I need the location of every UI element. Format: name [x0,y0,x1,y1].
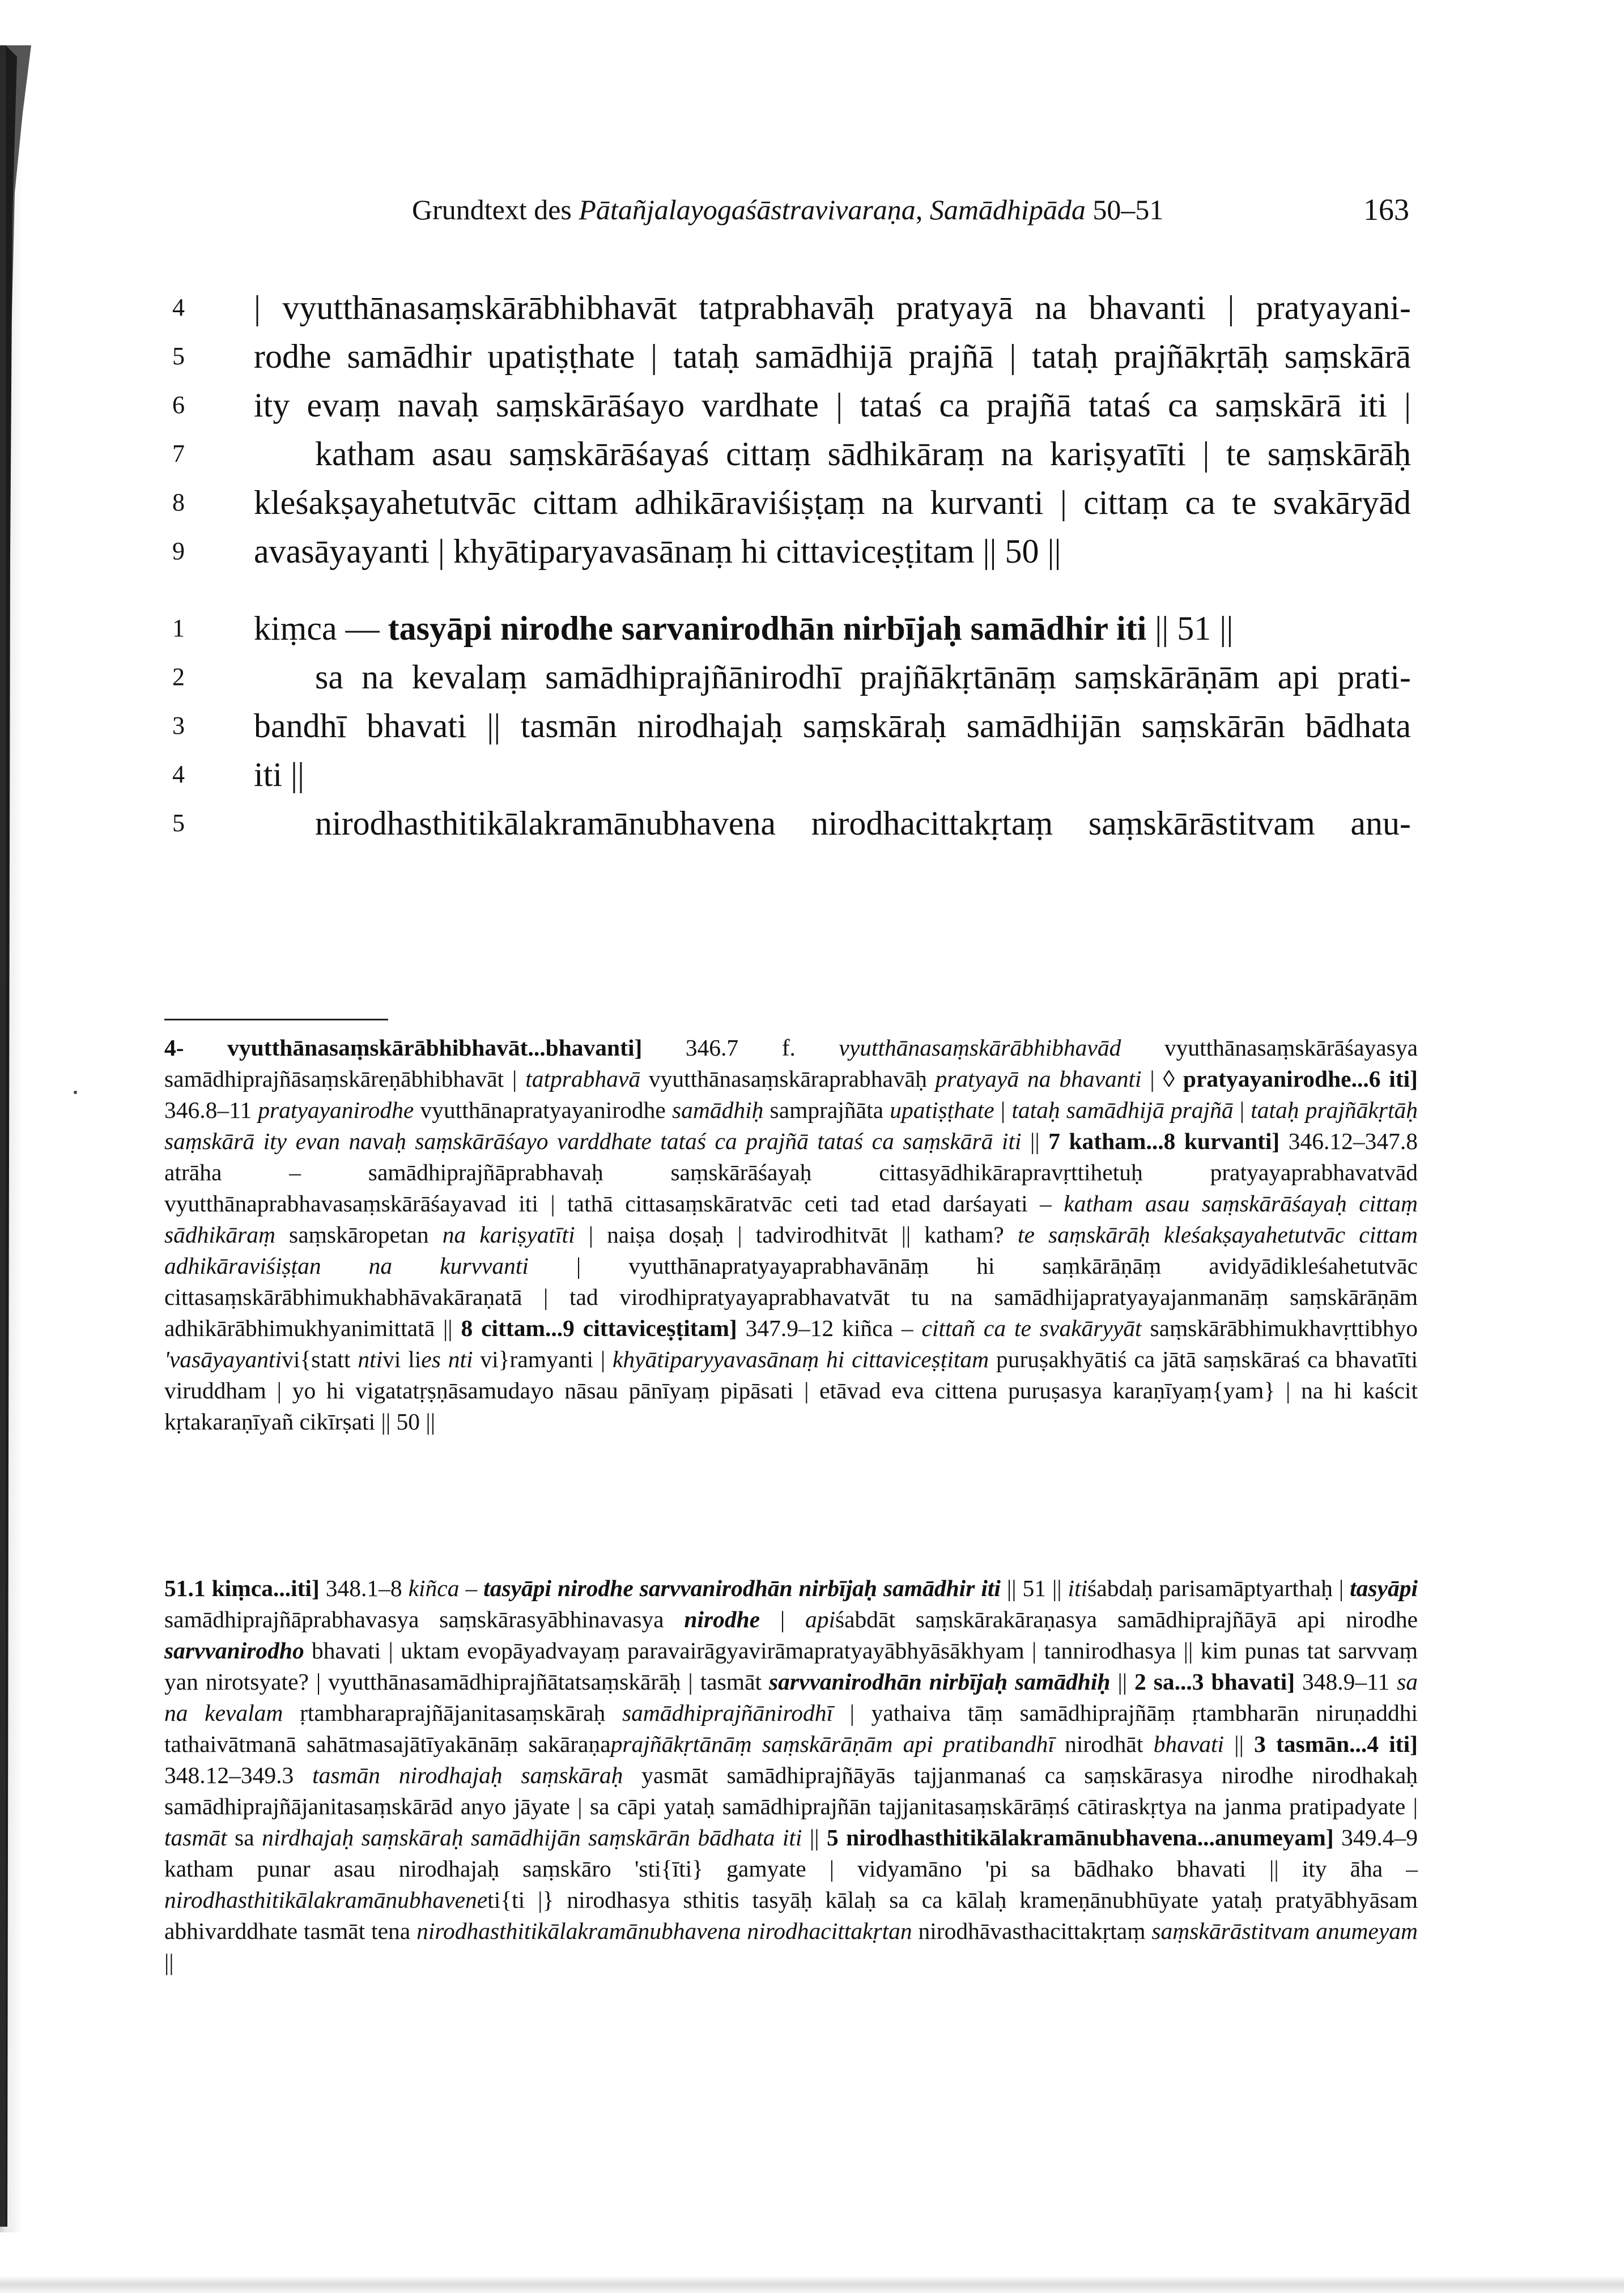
text-line [0,701,1624,750]
note-lemma: 51.1 kiṃca...iti] [164,1575,320,1601]
line-number: 3 [172,712,185,739]
note-text: 347.9–12 kiñca – [737,1315,922,1341]
sutra-text: kiṃca — tasyāpi nirodhe sarvanirodhān nirbījaḥ samādhir iti || 51 || [254,610,1234,647]
line-text: sa na kevalaṃ samādhiprajñānirodhī prajñākṛtānāṃ saṃskārāṇām api prati- [315,658,1411,696]
running-header [412,187,1409,232]
note-text: puruṣakhyātiś ca jātā saṃskāraś ca bhavatīti viruddham | yo hi vigatatṛṣṇāsamudayo nāsau pānīyaṃ pipāsati | etāvad eva cittena puruṣasya karaṇīyaṃ{yam} | na hi kaścit kṛtakaraṇīyañ cikīrṣati || 50 || [164,1346,1418,1435]
note-text: 346.8–11 [164,1097,258,1123]
note-text: 348.12–349.3 [164,1762,313,1788]
note-quotation: pratyayanirodhe [258,1097,414,1123]
apparatus-note-50 [164,1032,1418,1437]
line-text: katham asau saṃskārāśayaś cittaṃ sādhikāraṃ na kariṣyatīti | te saṃskārāḥ [315,435,1411,473]
note-text: vyutthānasaṃskārāśayasya samādhiprajñāsaṃskāreṇābhibhavāt | [164,1035,1418,1092]
note-text: nirodhāt [1054,1731,1154,1757]
note-quotation: tataḥ samādhijā prajñā [1011,1097,1234,1123]
note-text: | yathaiva tāṃ samādhiprajñāṃ ṛtambharān niruṇaddhi tathaivātmanā sahātmasajātīyakānāṃ sakāraṇa [164,1700,1418,1757]
line-number: 7 [172,440,185,467]
note-text: vi li [382,1346,422,1372]
line-text: ity evaṃ navaḥ saṃskārāśayo vardhate | tataś ca prajñā tataś ca saṃskārā iti | [254,386,1411,424]
note-text: vyutthānapratyayanirodhe [414,1097,672,1123]
text-line [0,750,1624,799]
line-number: 5 [172,809,185,837]
note-quotation: tatprabhavā [525,1066,641,1092]
sutra-line [0,604,1624,653]
line-number: 4 [172,293,185,321]
note-quoted-sutra: tasyāpi nirodhe sarvvanirodhān nirbījaḥ samādhir iti [483,1575,1001,1601]
note-quotation: nirodhasthitikālakramānubhavena nirodhacittakṛtan [416,1918,912,1944]
scan-speck [74,1091,77,1094]
note-quotation: samādhiprajñānirodhī [622,1700,833,1726]
note-quotation: samādhiḥ [671,1097,764,1123]
line-number: 2 [172,663,185,691]
note-text: 346.12–347.8 atrāha – samādhiprajñāprabhavaḥ saṃskārāśayaḥ cittasyādhikārapravṛttihetuḥ pratyayaprabhavatvād vyutthānaprabhavasaṃskārāśayavad iti | tathā cittasaṃskāratvāc ceti tad etad darśayati – [164,1128,1418,1216]
note-lemma: pratyayanirodhe...6 iti] [1183,1066,1418,1092]
note-quotation: nirodhasthitikālakramānubhavene [164,1887,488,1913]
note-quotation: tasmān nirodhajaḥ saṃskāraḥ [312,1762,623,1788]
note-text: saṃskārābhimukhavṛttibhyo [1141,1315,1418,1341]
line-number: 9 [172,537,185,565]
note-text: samprajñāta [763,1097,890,1123]
footnote-separator [164,1019,388,1020]
note-quotation: api [805,1606,835,1632]
line-text: avasāyayanti | khyātiparyavasānaṃ hi cittaviceṣṭitam || 50 || [254,533,1061,570]
text-line [0,653,1624,701]
note-lemma: 7 katham...8 kurvanti] [1048,1128,1280,1154]
note-text: ṛtambharaprajñājanitasaṃskāraḥ [283,1700,622,1726]
note-lemma: 4- vyutthānasaṃskārābhibhavāt...bhavanti] [164,1035,643,1061]
line-number: 6 [172,391,185,419]
header-title: Grundtext des Pātañjalayogaśāstravivaraṇa, Samādhipāda 50–51 [412,194,1164,226]
line-text: | vyutthānasaṃskārābhibhavāt tatprabhavāḥ pratyayā na bhavanti | pratyayani- [254,289,1411,326]
note-text: || [1224,1731,1255,1757]
note-quotation: nirdhajaḥ saṃskāraḥ samādhijān saṃskārān bādhata iti [262,1824,802,1850]
note-quotation: na kariṣyatīti [442,1222,575,1248]
note-text: śabdaḥ parisamāptyarthaḥ | [1087,1575,1350,1601]
header-section: Samādhipāda [929,194,1086,226]
note-text: 348.1–8 [319,1575,409,1601]
note-lemma: 2 sa...3 bhavati] [1134,1669,1295,1695]
note-text: vi{statt [282,1346,358,1372]
note-text: 348.9–11 [1295,1669,1397,1695]
note-quotation: sa na kevalam [164,1669,1418,1726]
note-text: | [994,1097,1012,1123]
note-text: yasmāt samādhiprajñāyās tajjanmanaś ca saṃskārasya nirodhe nirodhakaḥ samādhiprajñājanitasaṃskārād anyo jāyate | sa cāpi yataḥ samādhiprajñān tajjanitasaṃskārāṃś cātiraskṛtya na janma pratipadyate | [164,1762,1418,1819]
note-text: | [1233,1097,1251,1123]
line-number: 1 [172,614,185,642]
apparatus-note-51 [164,1573,1418,1978]
note-quotation: bhavati [1153,1731,1225,1757]
line-text: kleśakṣayahetutvāc cittam adhikāraviśiṣṭaṃ na kurvanti | cittaṃ ca te svakāryād [254,484,1411,521]
note-text: || [164,1949,174,1975]
note-lemma: 3 tasmān...4 iti] [1254,1731,1418,1757]
note-quoted-sutra: tasyāpi [1350,1575,1418,1601]
note-quoted-sutra: sarvvanirodho [164,1637,304,1664]
line-number: 5 [172,342,185,370]
note-quotation: tataḥ prajñākṛtāḥ saṃskārā ity evan navaḥ saṃskārāśayo varddhate tataś ca prajñā tataś ca saṃskārā iti [164,1097,1418,1154]
note-quotation: es nti [421,1346,473,1372]
note-quoted-sutra: nirodhe [684,1606,760,1632]
line-text: nirodhasthitikālakramānubhavena nirodhacittakṛtaṃ saṃskārāstitvam anu- [315,805,1411,842]
text-line [0,478,1624,527]
note-quoted-sutra: sarvvanirodhān nirbījaḥ samādhiḥ [768,1669,1111,1695]
text-line [0,283,1624,332]
text-line [0,799,1624,848]
note-text: || [1110,1669,1135,1695]
note-text: saṃskāropetan [275,1222,443,1248]
note-text: | naiṣa doṣaḥ | tadvirodhitvāt || katham? [575,1222,1018,1248]
note-lemma: 8 cittam...9 cittaviceṣṭitam] [461,1315,737,1341]
text-line [0,381,1624,429]
line-text: iti || [254,756,305,793]
note-text: 349.4–9 katham punar asau nirodhajaḥ saṃskāro 'sti{īti} gamyate | vidyamāno 'pi sa bādhako bhavati || ity āha – [164,1824,1418,1882]
note-text: śabdāt saṃskārakāraṇasya samādhiprajñāyā api nirodhe [835,1606,1418,1632]
note-quotation: vyutthānasaṃskārābhibhavād [839,1035,1121,1061]
note-quotation: khyātiparyyavasānaṃ hi cittaviceṣṭitam [613,1346,989,1372]
note-quotation: te saṃskārāḥ kleśakṣayahetutvāc cittam adhikāraviśiṣṭan na kurvvanti [164,1222,1418,1279]
note-quotation: kiñca – [408,1575,484,1601]
note-text: ti{ti |} nirodhasya sthitis tasyāḥ kālaḥ sa ca kālaḥ krameṇānubhūyate yataḥ pratyābhyāsam abhivarddhate tasmāt tena [164,1887,1418,1944]
line-text: rodhe samādhir upatiṣṭhate | tataḥ samādhijā prajñā | tataḥ prajñākṛtāḥ saṃskārā [254,338,1411,375]
note-quotation: cittañ ca te svakāryyāt [921,1315,1142,1341]
scan-bottom-edge [0,2276,1624,2293]
text-line [0,332,1624,381]
note-text: vyutthānasaṃskāraprabhavāḥ [640,1066,936,1092]
note-text: vi}ramyanti | [473,1346,613,1372]
sutra-51: tasyāpi nirodhe sarvanirodhān nirbījaḥ samādhir iti [388,610,1147,647]
note-quotation: saṃskārāstitvam anumeyam [1151,1918,1418,1944]
note-quotation: prajñākṛtānāṃ saṃskārāṇām api pratibandhī [610,1731,1055,1757]
note-text: || [802,1824,827,1850]
note-quotation: iti [1068,1575,1088,1601]
note-text: nirodhāvasthacittakṛtaṃ [912,1918,1152,1944]
note-quotation: pratyayā na bhavanti [935,1066,1142,1092]
note-text: || [1021,1128,1049,1154]
note-text: samādhiprajñāprabhavasya saṃskārasyābhinavasya [164,1606,685,1632]
note-text: | [760,1606,805,1632]
line-number: 8 [172,488,185,516]
text-line [0,429,1624,478]
page-number: 163 [1363,193,1409,227]
header-work-title: Pātañjalayogaśāstravivaraṇa [579,194,916,226]
note-text: sa [227,1824,262,1850]
note-quotation: katham asau saṃskārāśayaḥ cittaṃ sādhikāraṃ [164,1190,1418,1248]
note-quotation: nti [358,1346,383,1372]
note-text: bhavati | uktam evopāyadvayaṃ paravairāgyavirāmapratyayābhyāsākhyam | tannirodhasya || kim punas tat sarvvaṃ yan nirotsyate? | vyutthānasamādhiprajñātatsaṃskārāḥ | tasmāt [164,1637,1418,1695]
line-text: bandhī bhavati || tasmān nirodhajaḥ saṃskāraḥ samādhijān saṃskārān bādhata [254,707,1411,745]
note-text: | vyutthānapratyayaprabhavānāṃ hi saṃkārāṇāṃ avidyādikleśahetutvāc cittasaṃskārābhimukhabhāvakāraṇatā | tad virodhipratyayaprabhavatvāt tu na samādhijapratyayajanmanāṃ saṃskārāṇām adhikārābhimukhyanimittatā || [164,1253,1418,1341]
line-number: 4 [172,760,185,788]
text-line [0,527,1624,576]
note-lemma: 5 nirodhasthitikālakramānubhavena...anumeyam] [826,1824,1334,1850]
note-text: || 51 || [1000,1575,1068,1601]
note-text: 346.7 f. [642,1035,839,1061]
note-quotation: 'vasāyayanti [164,1346,282,1372]
note-quotation: tasmāt [164,1824,227,1850]
note-text: | ◊ [1141,1066,1183,1092]
note-quotation: upatiṣṭhate [890,1097,994,1123]
